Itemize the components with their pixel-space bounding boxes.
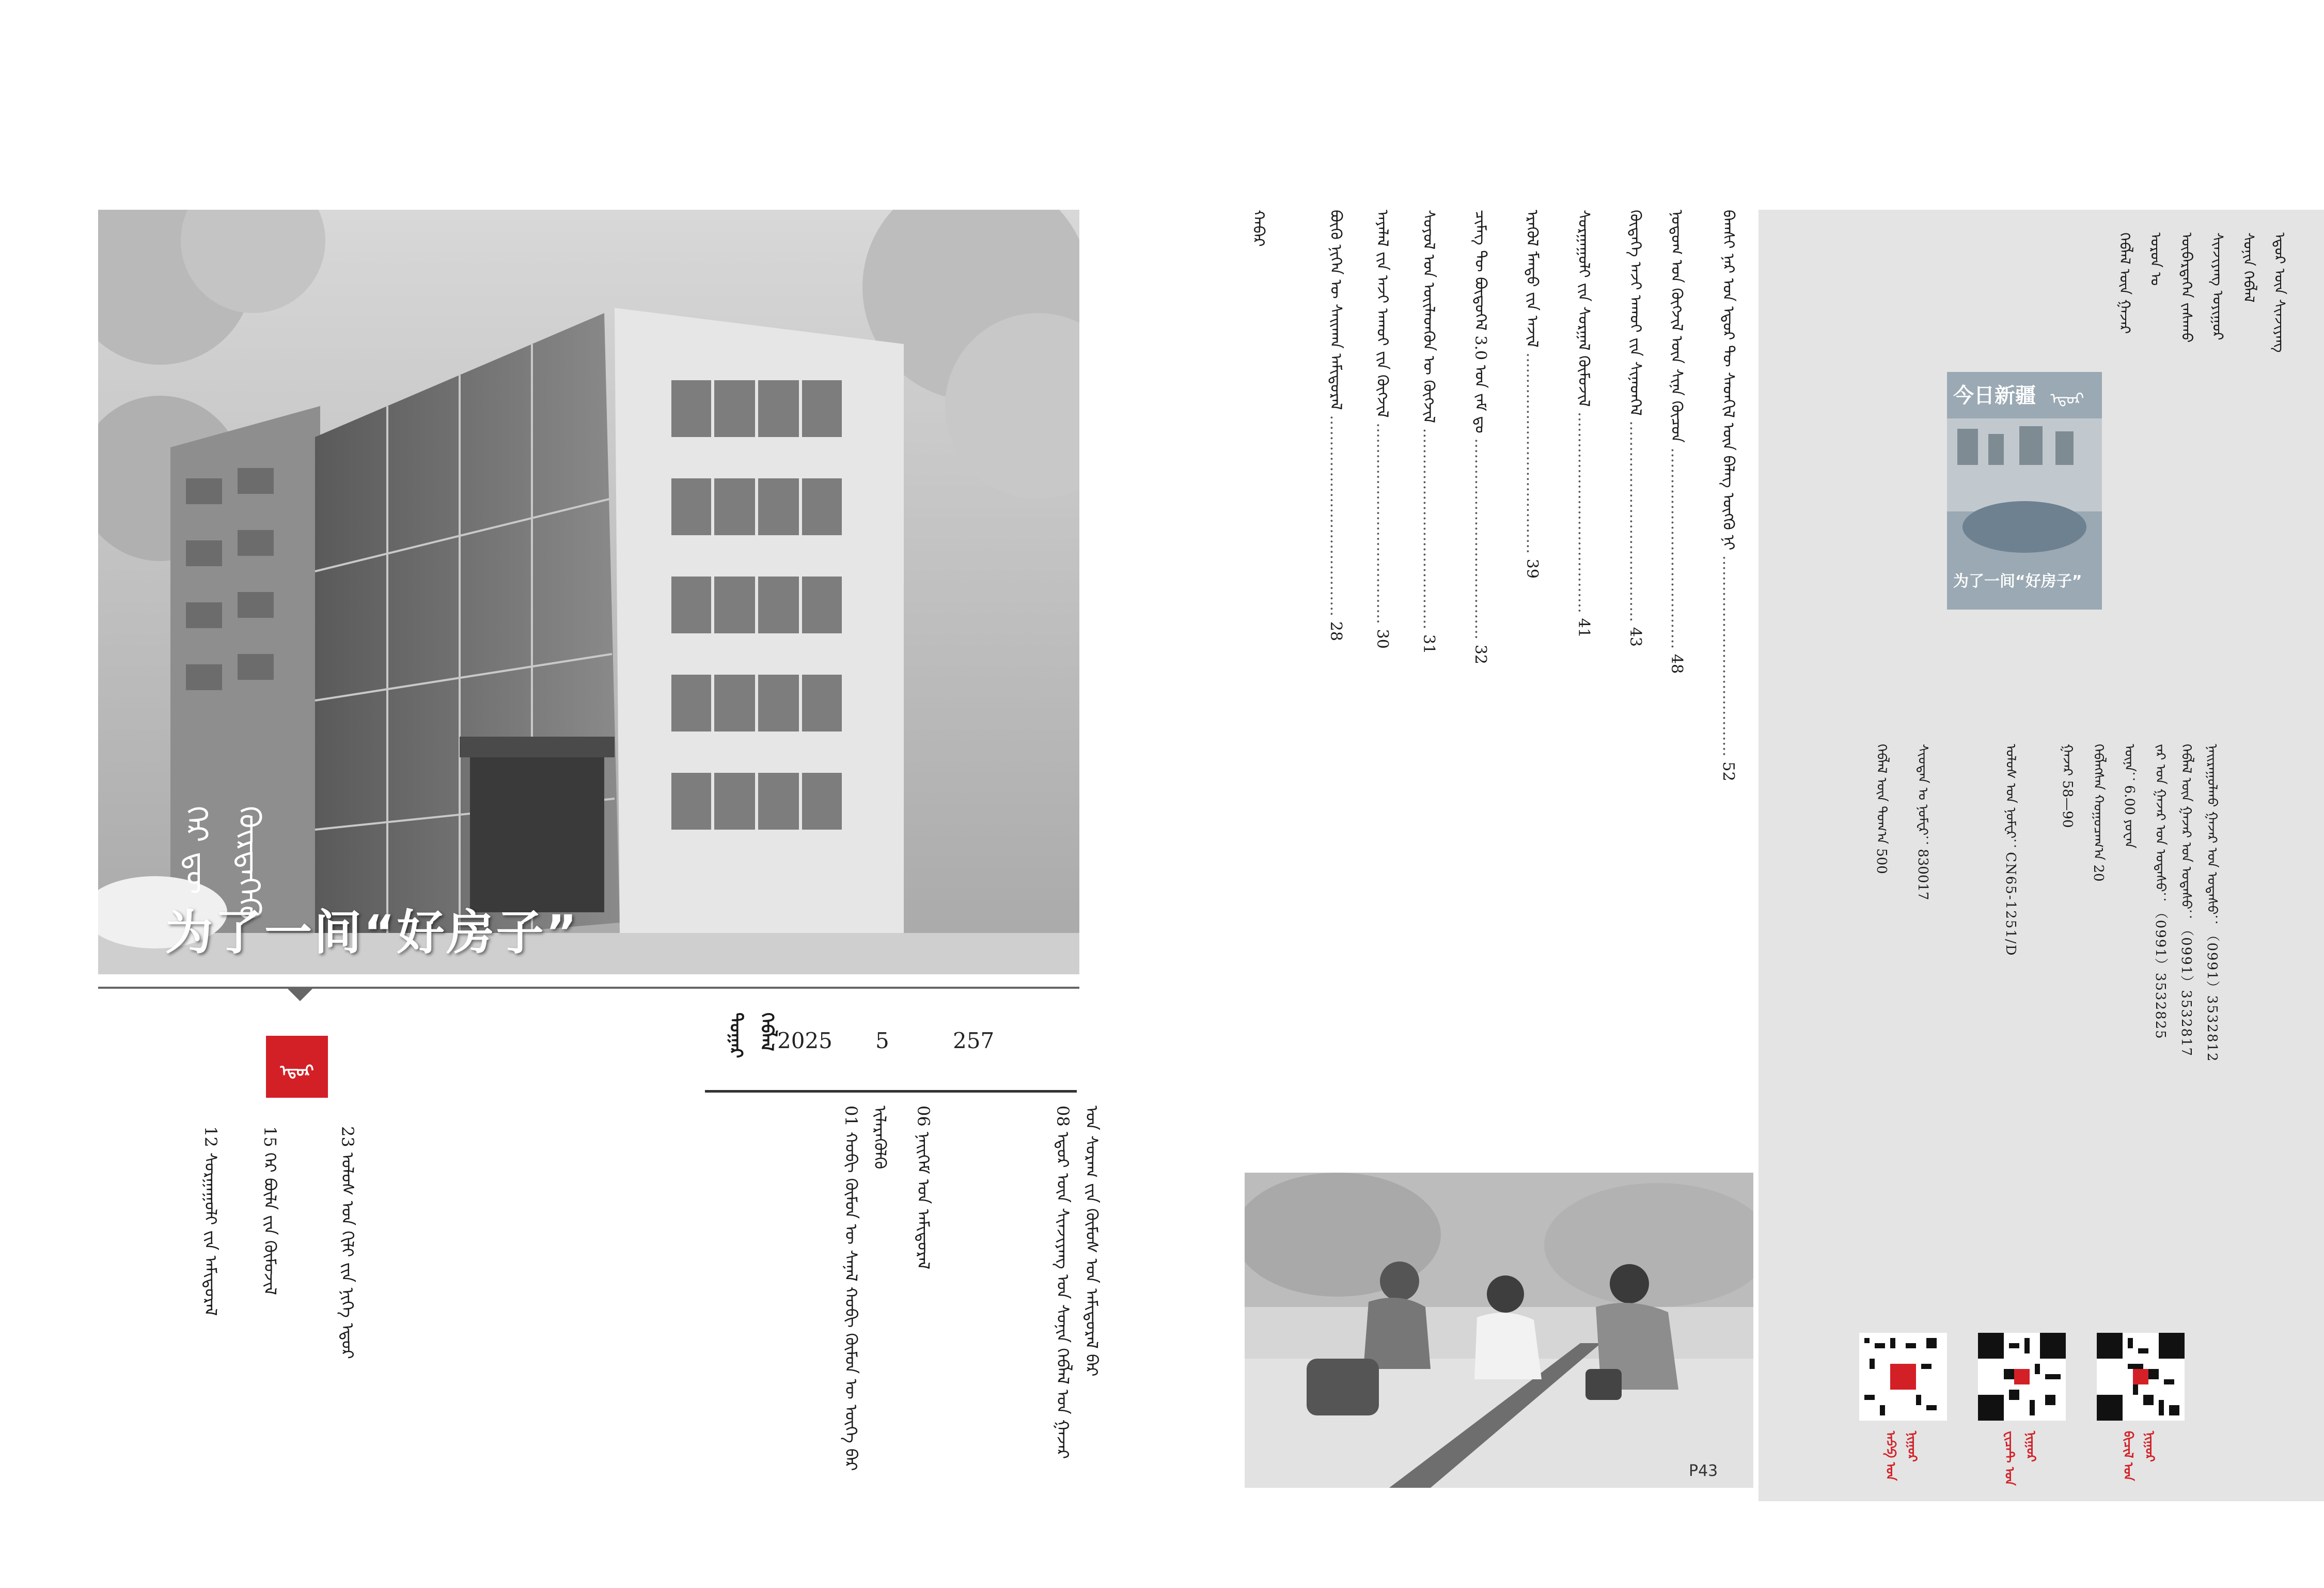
publisher-info-line <box>2055 744 2079 1302</box>
masthead-line: ᠬᠡᠪᠯᠡᠯ ᠦᠨ ᠭᠠᠵᠠᠷ <box>2116 232 2133 334</box>
bottom-toc-page: 23 <box>338 1126 357 1147</box>
main-toc <box>1270 210 1756 1150</box>
toc-entry <box>1570 210 1597 1150</box>
left-toc-page: 08 <box>1053 1106 1073 1127</box>
toc-entry <box>1622 210 1649 1150</box>
qr-label: ᠸᠢᠴᠠᠲ ᠤᠨ ᠨᠢᠭᠤᠷ <box>2002 1431 2039 1486</box>
cover-headline: 为了一间“好房子” <box>165 905 579 960</box>
toc-entry <box>1715 210 1742 1150</box>
info-value: CN65-1251/D <box>2003 852 2018 957</box>
issue-number: 5 <box>875 1028 889 1053</box>
masthead-line: ᠰᠢᠨᠵᠢᠶᠠᠩ ᠤᠶᠢᠭᠤᠷ <box>2209 232 2226 340</box>
toc-text: ᠪᠦᠬᠦ ᠨᠢᠭᠡᠨ ᠦ ᠰᠠᠢᠬᠠᠨ ᠠᠮᠢᠳᠤᠷᠠᠯ <box>1327 210 1345 410</box>
qr-code[interactable] <box>1978 1333 2066 1421</box>
info-label: ᠰᠢᠤᠳᠠᠨ ᠤ ᠨᠣᠮᠧᠷ <box>1915 744 1930 836</box>
toc-entry <box>1322 210 1349 1150</box>
info-value: （0991）3532817 <box>2178 923 2194 1057</box>
bottom-toc-item <box>256 1126 285 1498</box>
toc-text: ᠪᠠᠭᠰᠢ ᠨᠠᠷ ᠤᠨ ᠡᠳᠦᠷ ᠲᠦ ᠰᠡᠳᠬᠢᠯ ᠦᠨ ᠪᠡᠯᠡᠭ ᠥᠭᠬᠦ ᠨᠢ <box>1719 210 1737 551</box>
seal-text: ᠡᠳᠦᠷ <box>280 1062 314 1080</box>
bottom-toc-page: 12 <box>201 1126 221 1147</box>
toc-leader: ………………………………… <box>1575 412 1593 614</box>
left-toc-page: 01 <box>841 1106 861 1127</box>
toc-page: 41 <box>1575 618 1593 638</box>
info-label: ᠦᠨᠡ <box>2122 744 2137 772</box>
photo-page-ref: P43 <box>1689 1462 1718 1480</box>
section-divider <box>98 987 1079 989</box>
left-toc-item <box>837 1106 894 1477</box>
toc-leader: ………………………………… <box>1523 352 1541 554</box>
bottom-toc-text: ᠤᠯᠤᠰ ᠤᠨ ᠬᠢᠯᠢ ᠵᠢᠨ ᠨᠢᠭᠡ ᠡᠳᠦᠷ <box>338 1152 357 1359</box>
toc-text: ᠡᠷᠡᠭᠦᠯ ᠮᠡᠨᠳᠦ ᠵᠢᠨ ᠠᠵᠢᠯ <box>1523 210 1541 348</box>
publisher-info-line <box>2086 744 2110 1302</box>
publisher-info-line: ᠤᠯᠤᠰ ᠤᠨ ᠨᠣᠮᠧᠷ：CN65-1251/D <box>2003 744 2018 957</box>
toc-entry <box>1369 210 1396 1150</box>
info-value: （0991）3532812 <box>2204 928 2220 1063</box>
issue-total: 257 <box>953 1028 995 1053</box>
bottom-toc-text: ᠰᠤᠷᠭᠠᠭᠤᠯᠢ ᠵᠢᠨ ᠠᠮᠢᠳᠤᠷᠠᠯ <box>201 1152 221 1316</box>
info-value: 500 <box>1874 848 1889 874</box>
masthead-line: ᠡᠳᠦᠷ ᠦᠨ ᠰᠢᠨᠵᠢᠶᠠᠩ <box>2271 232 2288 353</box>
toc-text: ᠰᠤᠷᠭᠠᠭᠤᠯᠢ ᠵᠢᠨ ᠰᠤᠷᠭᠠᠯ ᠬᠦᠮᠦᠵᠢᠯ <box>1575 210 1593 407</box>
feature-photo <box>1245 1173 1753 1488</box>
section-marker: ᠬᠠᠪᠠᠷ <box>1249 210 1267 247</box>
info-label: ᠬᠡᠪᠯᠡᠯ ᠦᠨ ᠭᠠᠵᠠᠷ ᠤᠨ ᠤᠲᠠᠰᠤ <box>2178 744 2194 910</box>
thumbnail-title-cn: 今日新疆 <box>1953 384 2036 408</box>
publisher-info-line: ᠨᠠᠢᠷᠠᠭᠤᠯᠬᠤ ᠭᠠᠵᠠᠷ ᠤᠨ ᠤᠲᠠᠰᠤ：（0991）3532812 <box>2204 744 2220 1063</box>
toc-page: 32 <box>1471 644 1489 664</box>
cover-mongolian-title: ᠭᠡᠷ ᠳᠦ ᠬᠦᠷᠲᠡᠭᠡᠬᠦ <box>179 806 267 920</box>
bottom-toc-item <box>333 1126 362 1498</box>
bottom-toc-text: ᠭᠡᠷ ᠪᠦᠯᠡ ᠵᠢᠨ ᠬᠦᠮᠦᠵᠢᠯ <box>260 1152 280 1295</box>
issue-info <box>705 1013 1077 1085</box>
publisher-info-line <box>1870 744 1893 1302</box>
qr-code[interactable] <box>1859 1333 1947 1421</box>
toc-leader: ………………………………… <box>1420 428 1438 630</box>
left-toc-text: ᠨᠡᠢᠭᠡᠮ ᠤᠨ ᠠᠮᠢᠳᠤᠷᠠᠯ <box>914 1131 933 1270</box>
info-value: 58—90 <box>2060 780 2075 828</box>
toc-leader: ………………………………… <box>1471 438 1489 640</box>
publisher-info-line: ᠵᠠᠷ ᠤᠨ ᠭᠠᠵᠠᠷ ᠤᠨ ᠤᠲᠠᠰᠤ：（0991）3532825 <box>2153 744 2168 1040</box>
toc-leader: ………………………………… <box>1327 415 1345 617</box>
thumbnail-title-mn: ᠡᠳᠦᠷ <box>2050 390 2084 408</box>
info-label: ᠭᠠᠵᠠᠷ <box>2060 744 2075 776</box>
toc-page: 28 <box>1327 621 1345 641</box>
masthead-line: ᠥᠪᠡᠷᠲᠡᠭᠡᠨ ᠵᠠᠰᠠᠬᠤ <box>2178 232 2195 343</box>
masthead-line: ᠰᠣᠨᠢᠨ ᠬᠡᠪᠯᠡᠯ <box>2240 232 2257 303</box>
publisher-info-line: ᠬᠡᠪᠯᠡᠯ ᠦᠨ ᠭᠠᠵᠠᠷ ᠤᠨ ᠤᠲᠠᠰᠤ：（0991）3532817 <box>2178 744 2194 1057</box>
toc-text: ᠴᠢᠮᠡᠭ ᠲᠦ ᠪᠦᠲᠦᠭᠡᠯ 3.0 ᠤᠨ ᠵᠠᠮ ᠳᠤ <box>1471 210 1489 433</box>
toc-page: 52 <box>1719 761 1737 782</box>
toc-entry <box>1663 210 1690 1150</box>
info-value: （0991）3532825 <box>2153 905 2168 1040</box>
info-value: 830017 <box>1915 849 1930 900</box>
qr-pattern-icon <box>1978 1333 2066 1421</box>
info-label: ᠬᠡᠪᠯᠡᠯ ᠦᠨ ᠲᠣᠭ᠎ᠠ <box>1874 744 1889 844</box>
toc-page: 31 <box>1420 634 1438 655</box>
toc-leader: ………………………………… <box>1668 447 1686 649</box>
info-label: ᠤᠯᠤᠰ ᠤᠨ ᠨᠣᠮᠧᠷ <box>2003 744 2018 839</box>
thumbnail-headline: 为了一间“好房子” <box>1953 572 2082 590</box>
toc-page: 43 <box>1626 627 1644 647</box>
info-value: 20 <box>2091 864 2106 882</box>
publisher-info-line: ᠰᠢᠤᠳᠠᠨ ᠤ ᠨᠣᠮᠧᠷ：830017 <box>1915 744 1930 900</box>
toc-entry <box>1467 210 1494 1150</box>
left-toc-item <box>909 1106 938 1477</box>
qr-label: ᠠᠫᠫ ᠤᠨ ᠨᠢᠭᠤᠷ <box>1883 1431 1920 1481</box>
left-toc-text: ᠬᠤᠪᠢ ᠬᠦᠮᠦᠨ ᠦ ᠰᠠᠨᠠᠯ ᠬᠤᠪᠢ ᠬᠦᠮᠦᠨ ᠦ ᠦᠭᠡ ᠪᠡᠷ ᠢᠯᠡᠷᠡᠭᠦᠯᠬᠦ <box>841 1106 890 1471</box>
bottom-toc-page: 15 <box>260 1126 280 1147</box>
toc-leader: ………………………………… <box>1626 421 1644 622</box>
info-label: ᠵᠠᠷ ᠤᠨ ᠭᠠᠵᠠᠷ ᠤᠨ ᠤᠲᠠᠰᠤ <box>2153 744 2168 892</box>
cover-thumbnail <box>1947 372 2102 610</box>
toc-entry <box>1518 210 1546 1150</box>
publisher-info-line: ᠦᠨᠡ：6.00 ᠶᠤᠸᠠᠨ <box>2122 744 2137 849</box>
toc-text: ᠨᠤᠲᠤᠭ ᠤᠨ ᠬᠥᠭᠵᠢᠯ ᠦᠨ ᠰᠢᠨᠡ ᠬᠦᠴᠦᠨ <box>1668 210 1686 443</box>
issue-label: ᠳᠤᠭᠠᠷ ᠬᠡᠪᠯᠡᠯ <box>726 1013 777 1058</box>
bottom-toc-item <box>196 1126 225 1498</box>
toc-page: 30 <box>1373 629 1391 649</box>
masthead-line: ᠣᠷᠤᠨ ᠤ <box>2147 232 2164 286</box>
divider-notch <box>287 988 313 1001</box>
toc-page: 39 <box>1523 558 1541 579</box>
toc-text: ᠰᠤᠶᠤᠯ ᠤᠨ ᠦᠢᠯᠡᠳᠬᠦᠨ ᠦ ᠬᠥᠭᠵᠢᠯ <box>1420 210 1438 423</box>
info-label: ᠨᠠᠢᠷᠠᠭᠤᠯᠬᠤ ᠭᠠᠵᠠᠷ ᠤᠨ ᠤᠲᠠᠰᠤ <box>2204 744 2220 915</box>
toc-page: 48 <box>1668 653 1686 674</box>
info-value: 6.00 ᠶᠤᠸᠠᠨ <box>2122 785 2137 849</box>
toc-text: ᠬᠥᠳᠡᠭᠡ ᠠᠵᠢ ᠠᠬᠤᠢ ᠵᠢᠨ ᠰᠢᠨᠡᠳᠬᠡᠯ <box>1626 210 1644 416</box>
toc-text: ᠠᠶᠠᠯᠠᠯ ᠵᠢᠨ ᠠᠵᠢ ᠠᠬᠤᠢ ᠵᠢᠨ ᠬᠥᠭᠵᠢᠯ <box>1373 210 1391 418</box>
issue-year: 2025 <box>777 1028 833 1053</box>
qr-label: ᠪᠢᠴᠢᠯ ᠤᠨ ᠨᠢᠭᠤᠷ <box>2121 1431 2158 1481</box>
qr-code[interactable] <box>2097 1333 2185 1421</box>
issue-rule <box>705 1090 1077 1093</box>
magazine-seal-logo <box>266 1036 328 1098</box>
qr-pattern-icon <box>1859 1333 1947 1421</box>
qr-pattern-icon <box>2097 1333 2185 1421</box>
left-toc-item <box>1048 1106 1106 1477</box>
left-toc-text: ᠡᠳᠦᠷ ᠦᠨ ᠰᠢᠨᠵᠢᠶᠠᠩ ᠤᠨ ᠰᠣᠨᠢᠨ ᠬᠡᠪᠯᠡᠯ ᠤᠨ ᠭᠠᠵᠠᠷ ᠤᠨ ᠰᠤᠷᠠᠭ ᠵᠢᠨ ᠬᠦᠮᠦᠰ ᠤᠨ ᠠᠮᠢᠳᠤᠷᠠᠯ ᠪᠡᠷ <box>1053 1106 1102 1459</box>
left-toc-page: 06 <box>914 1106 933 1127</box>
toc-leader: ………………………………… <box>1373 423 1391 625</box>
info-label: ᠬᠡᠪᠯᠡᠭᠰᠡᠨ ᠬᠤᠭᠤᠴᠠᠭ᠎ᠠ <box>2091 744 2106 861</box>
toc-leader: ………………………………… <box>1719 555 1737 757</box>
toc-entry <box>1415 210 1442 1150</box>
people-planting-illustration <box>1245 1173 1753 1488</box>
